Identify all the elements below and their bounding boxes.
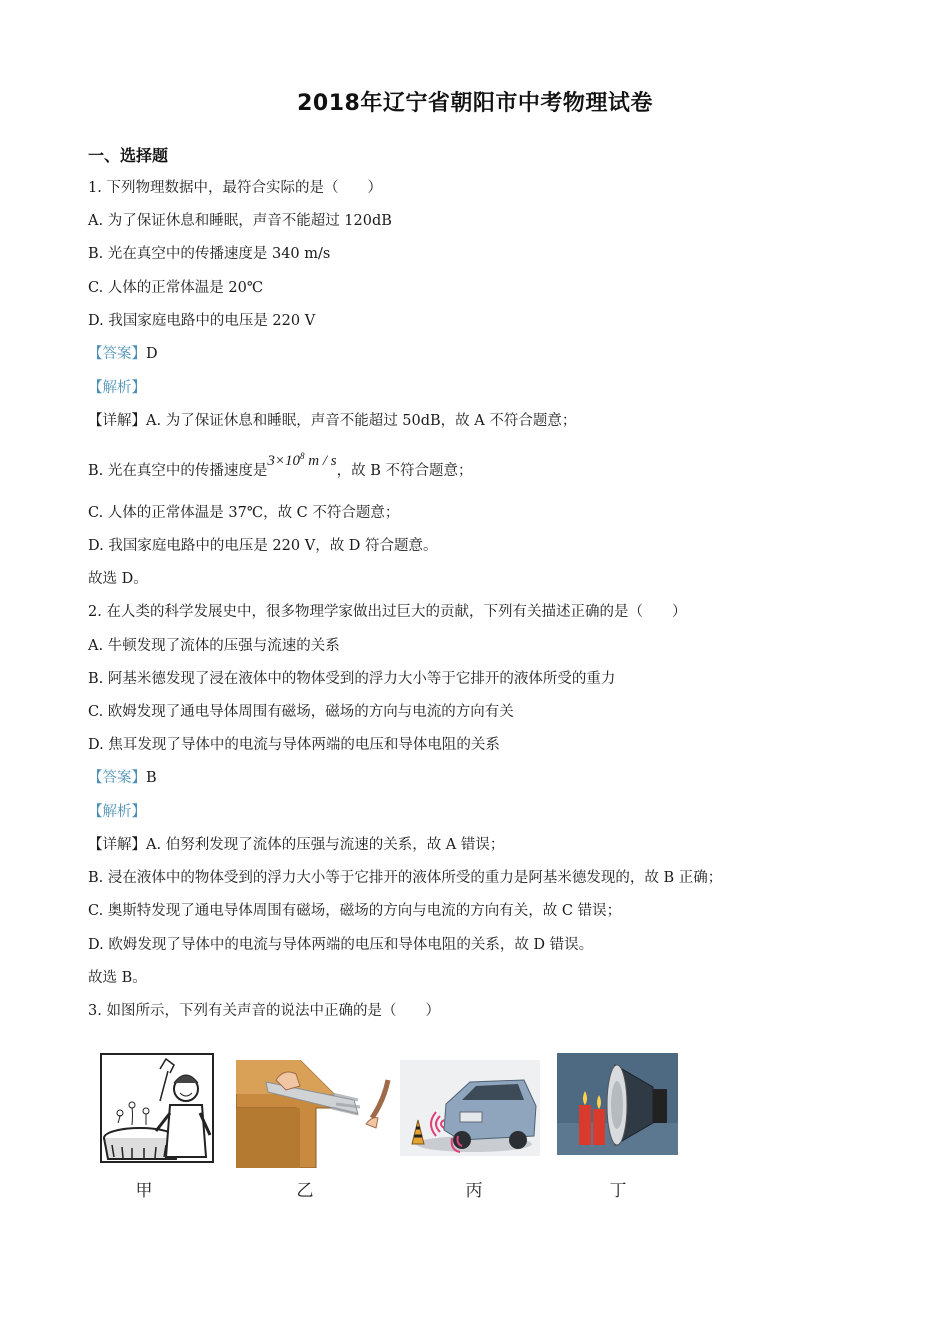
math-base: 3×10: [267, 453, 300, 469]
answer-value: B: [146, 770, 157, 786]
detail-tag: 【详解】: [88, 837, 146, 853]
q1-option-d: D. 我国家庭电路中的电压是 220 V: [88, 313, 316, 329]
answer-value: D: [146, 346, 158, 362]
q1-answer: [88, 344, 158, 364]
q1-stem: 1. 下列物理数据中，最符合实际的是（ ）: [88, 180, 382, 196]
figure-caption-yi: 乙: [296, 1181, 314, 1201]
section-heading: 一、选择题: [88, 146, 169, 165]
q2-option-c: C. 欧姆发现了通电导体周围有磁场，磁场的方向与电流的方向有关: [88, 704, 514, 720]
detail-text: A. 伯努利发现了流体的压强与流速的关系，故 A 错误；: [146, 837, 505, 853]
q2-conclusion: 故选 B。: [88, 970, 147, 986]
math-expression: [267, 446, 336, 471]
q1-option-b: B. 光在真空中的传播速度是 340 m/s: [88, 246, 331, 262]
q2-option-d: D. 焦耳发现了导体中的电流与导体两端的电压和导体电阻的关系: [88, 737, 500, 753]
q1-detail-c: C. 人体的正常体温是 37℃，故 C 不符合题意；: [88, 505, 400, 521]
q1-detail-a: [88, 411, 576, 431]
q2-answer: [88, 768, 157, 788]
page-title: 2018年辽宁省朝阳市中考物理试卷: [297, 91, 653, 116]
q2-detail-d: D. 欧姆发现了导体中的电流与导体两端的电压和导体电阻的关系，故 D 错误。: [88, 937, 594, 953]
detail-text: ，故 B 不符合题意；: [336, 463, 473, 479]
detail-text: A. 为了保证休息和睡眠，声音不能超过 50dB，故 A 不符合题意；: [146, 413, 577, 429]
figure-caption-ding: 丁: [609, 1181, 627, 1201]
answer-tag: 【答案】: [88, 346, 146, 362]
q1-conclusion: 故选 D。: [88, 571, 148, 587]
q1-detail-d: D. 我国家庭电路中的电压是 220 V，故 D 符合题意。: [88, 538, 438, 554]
q2-stem: 2. 在人类的科学发展史中，很多物理学家做出过巨大的贡献，下列有关描述正确的是（ ）: [88, 604, 687, 620]
detail-text: B. 光在真空中的传播速度是: [88, 463, 268, 479]
q2-detail-c: C. 奥斯特发现了通电导体周围有磁场，磁场的方向与电流的方向有关，故 C 错误；: [88, 903, 622, 919]
q2-analysis-tag: 【解析】: [88, 804, 146, 820]
detail-tag: 【详解】: [88, 413, 146, 429]
q1-option-c: C. 人体的正常体温是 20℃: [88, 280, 264, 296]
q1-option-a: A. 为了保证休息和睡眠，声音不能超过 120dB: [88, 213, 392, 229]
ruler-on-table-icon: [236, 1060, 394, 1168]
q2-option-b: B. 阿基米德发现了浸在液体中的物体受到的浮力大小等于它排开的液体所受的重力: [88, 671, 616, 687]
q2-detail-a: [88, 835, 504, 855]
answer-tag: 【答案】: [88, 770, 146, 786]
math-unit: m / s: [304, 453, 337, 469]
q2-option-a: A. 牛顿发现了流体的压强与流速的关系: [88, 638, 340, 654]
figure-caption-bing: 丙: [465, 1181, 483, 1201]
math-exponent: 8: [300, 451, 305, 461]
q3-stem: 3. 如图所示，下列有关声音的说法中正确的是（ ）: [88, 1003, 440, 1019]
figure-caption-jia: 甲: [135, 1181, 153, 1201]
q2-detail-b: B. 浸在液体中的物体受到的浮力大小等于它排开的液体所受的重力是阿基米德发现的，故 B 正确；: [88, 870, 723, 886]
speaker-candle-icon: [557, 1053, 678, 1155]
q1-detail-b: [88, 451, 473, 481]
q1-analysis-tag: 【解析】: [88, 380, 146, 396]
car-reversing-radar-icon: [400, 1060, 540, 1156]
drum-with-water-icon: [100, 1053, 214, 1163]
